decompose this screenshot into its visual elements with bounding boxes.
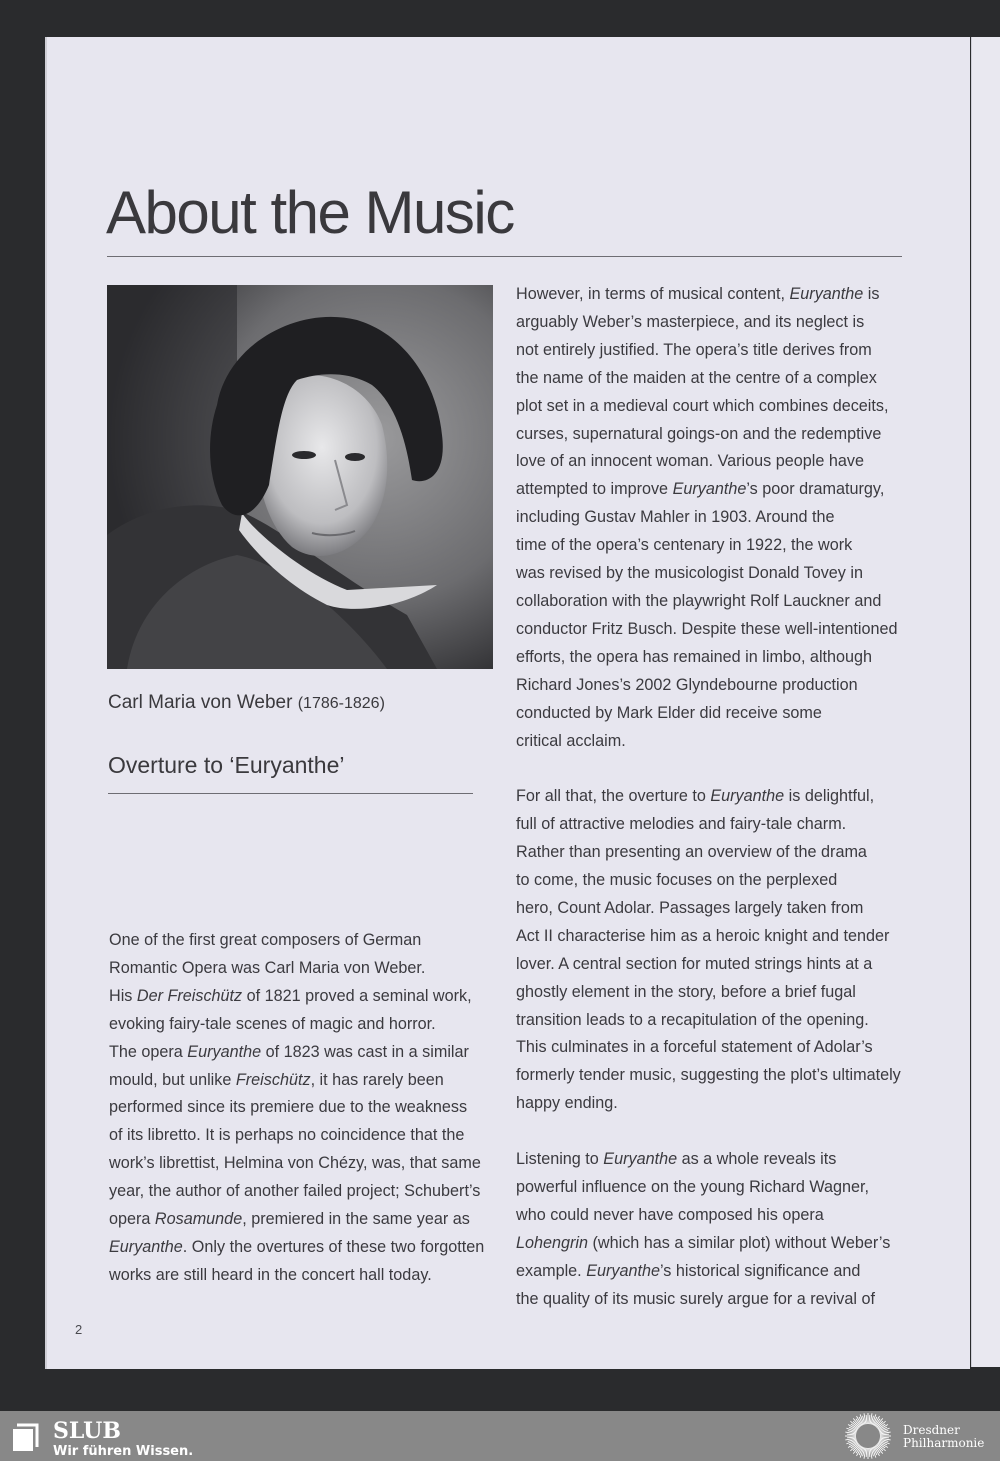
portrait-caption [108,692,385,714]
text-line: Euryanthe. Only the overtures of these two forgotten [109,1237,485,1256]
text-line: efforts, the opera has remained in limbo, although [516,647,873,666]
right-paragraph [516,281,916,755]
text-line: This culminates in a forceful statement of Adolar’s [516,1038,873,1057]
text-line: time of the opera’s centenary in 1922, the work [516,536,853,555]
page-title: About the Music [106,179,514,246]
text-line: example. Euryanthe’s historical significance and [516,1261,861,1280]
text-line: Rather than presenting an overview of the drama [516,843,867,862]
text-line: the quality of its music surely argue for a revival of [516,1289,875,1308]
text-line: For all that, the overture to Euryanthe is delightful, [516,787,875,806]
text-line: plot set in a medieval court which combines deceits, [516,396,889,415]
next-page-edge [971,37,1000,1367]
text-line: mould, but unlike Freischütz, it has rarely been [109,1070,444,1089]
text-line: critical acclaim. [516,731,626,750]
text-line: was revised by the musicologist Donald Tovey in [516,564,864,583]
text-line: works are still heard in the concert hall today. [109,1265,432,1284]
text-line: formerly tender music, suggesting the plot’s ultimately [516,1066,901,1085]
portrait-illustration [107,285,493,669]
text-line: love of an innocent woman. Various people have [516,452,864,471]
text-line: evoking fairy-tale scenes of magic and horror. [109,1014,436,1033]
text-line: Romantic Opera was Carl Maria von Weber. [109,958,426,977]
text-line: conductor Fritz Busch. Despite these well-intentioned [516,619,898,638]
right-paragraph [516,783,916,1118]
right-column-text [516,281,916,1314]
footer-bar [0,1411,1000,1461]
text-line: attempted to improve Euryanthe’s poor dramaturgy, [516,480,885,499]
text-line: His Der Freischütz of 1821 proved a seminal work, [109,986,472,1005]
text-line: year, the author of another failed project; Schubert’s [109,1182,481,1201]
text-line: opera Rosamunde, premiered in the same year as [109,1210,470,1229]
section-heading: Overture to ‘Euryanthe’ [108,752,345,778]
left-column-text [109,927,504,1290]
slub-brand: SLUB [53,1418,121,1444]
text-line: The opera Euryanthe of 1823 was cast in a similar [109,1042,469,1061]
title-divider [107,256,902,257]
text-line: conducted by Mark Elder did receive some [516,703,822,722]
text-line: However, in terms of musical content, Euryanthe is [516,285,880,303]
text-line: hero, Count Adolar. Passages largely taken from [516,898,864,917]
text-line: Act II characterise him as a heroic knight and tender [516,926,890,945]
text-line: not entirely justified. The opera’s title derives from [516,340,872,359]
text-line: full of attractive melodies and fairy-tale charm. [516,815,847,834]
right-paragraph [516,1146,916,1313]
text-line: transition leads to a recapitulation of the opening. [516,1010,869,1029]
philharmonie-brand [903,1424,984,1450]
text-line: Richard Jones’s 2002 Glyndebourne production [516,675,858,694]
text-line: work’s librettist, Helmina von Chézy, was, that same [109,1154,481,1173]
text-line: One of the first great composers of German [109,931,422,949]
text-line: curses, supernatural goings-on and the redemptive [516,424,882,443]
text-line: ghostly element in the story, before a brief fugal [516,982,856,1001]
section-divider [108,793,473,794]
text-line: Listening to Euryanthe as a whole reveals its [516,1150,837,1169]
brand-line-2: Philharmonie [903,1436,985,1450]
composer-portrait [107,285,493,669]
left-paragraph [109,927,504,1290]
text-line: of its libretto. It is perhaps no coincidence that the [109,1126,465,1145]
page-number: 2 [75,1322,83,1337]
composer-dates: (1786-1826) [297,695,385,712]
text-line: the name of the maiden at the centre of a complex [516,368,877,387]
composer-name: Carl Maria von Weber [108,692,293,713]
slub-tagline: Wir führen Wissen. [53,1444,194,1459]
text-line: who could never have composed his opera [516,1205,824,1224]
text-line: happy ending. [516,1094,618,1113]
book-pages-icon [13,1423,41,1451]
text-line: arguably Weber’s masterpiece, and its neglect is [516,312,865,331]
sunburst-ring-icon [842,1412,894,1460]
text-line: collaboration with the playwright Rolf Lauckner and [516,591,882,610]
text-line: lover. A central section for muted strings hints at a [516,954,873,973]
brand-line-1: Dresdner [903,1423,960,1437]
text-line: powerful influence on the young Richard Wagner, [516,1177,870,1196]
text-line: to come, the music focuses on the perplexed [516,871,838,890]
text-line: performed since its premiere due to the weakness [109,1098,468,1117]
text-line: including Gustav Mahler in 1903. Around the [516,508,835,527]
text-line: Lohengrin (which has a similar plot) without Weber’s [516,1233,891,1252]
